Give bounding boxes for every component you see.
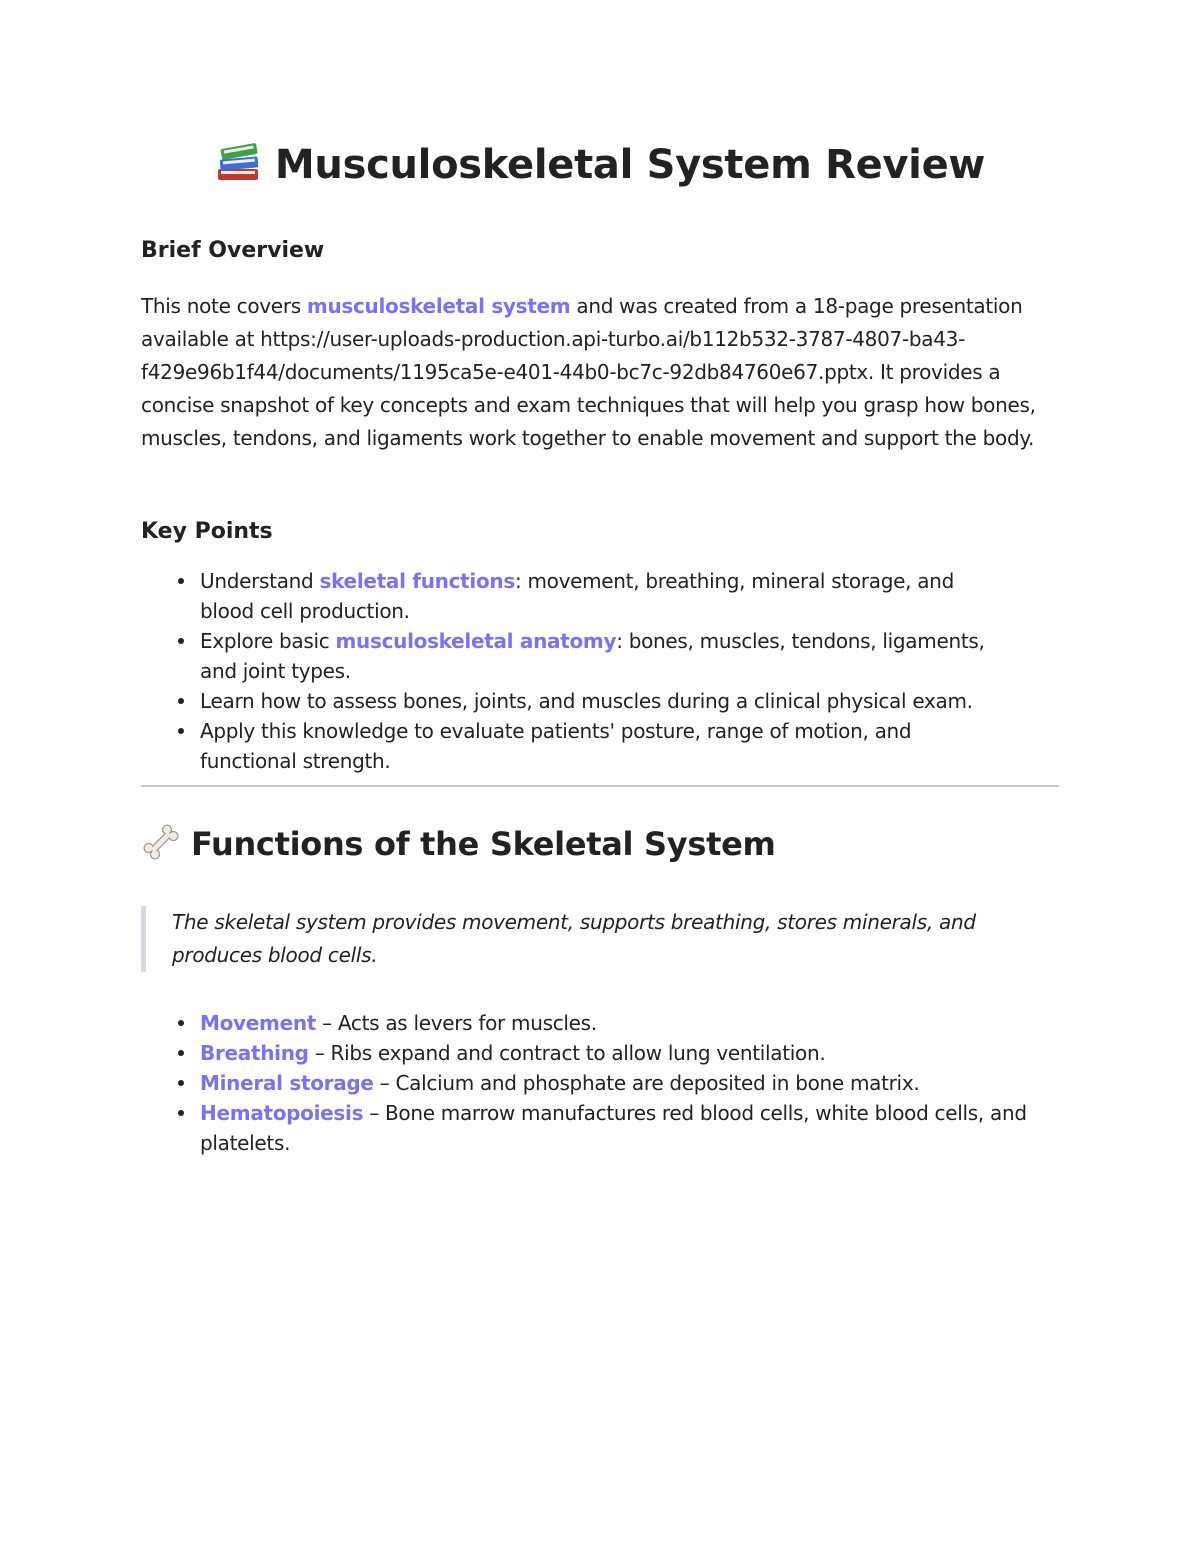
list-item (200, 1008, 1050, 1038)
breathing-link[interactable]: Breathing (200, 1041, 309, 1065)
list-item (200, 1038, 1050, 1068)
musculoskeletal-anatomy-link[interactable]: musculoskeletal anatomy (335, 629, 617, 653)
overview-heading: Brief Overview (141, 238, 325, 263)
key-points-list (141, 566, 1000, 776)
list-item (200, 716, 1000, 776)
list-item-text: – Bone marrow manufactures red blood cells, white blood cells, and platelets. (200, 1101, 1027, 1155)
hematopoiesis-link[interactable]: Hematopoiesis (200, 1101, 364, 1125)
bone-icon (141, 822, 181, 870)
functions-list (141, 1008, 1050, 1158)
list-item (200, 686, 1000, 716)
list-item (200, 566, 1000, 626)
list-item-text: Apply this knowledge to evaluate patients' posture, range of motion, and functional strength. (200, 719, 912, 773)
skeletal-functions-link[interactable]: skeletal functions (319, 569, 515, 593)
list-item-text: : movement, breathing, mineral storage, and blood cell production. (200, 569, 954, 623)
list-item (200, 626, 1000, 686)
section-divider (141, 785, 1059, 787)
summary-quote (141, 906, 1052, 972)
list-item-text: – Calcium and phosphate are deposited in bone matrix. (373, 1071, 920, 1095)
functions-heading-text: Functions of the Skeletal System (191, 825, 776, 863)
musculoskeletal-system-link[interactable]: musculoskeletal system (306, 294, 571, 318)
movement-link[interactable]: Movement (200, 1011, 317, 1035)
overview-paragraph (141, 290, 1059, 455)
key-points-heading: Key Points (141, 519, 273, 544)
list-item (200, 1068, 1050, 1098)
list-item (200, 1098, 1050, 1158)
summary-quote-text: The skeletal system provides movement, supports breathing, stores minerals, and produces blood cells. (172, 910, 976, 967)
list-item-text: – Ribs expand and contract to allow lung ventilation. (308, 1041, 826, 1065)
books-icon (215, 140, 261, 194)
list-item-text: Explore basic (200, 629, 336, 653)
document-title (141, 140, 1059, 194)
overview-text-start: This note covers (141, 294, 307, 318)
list-item-text: Learn how to assess bones, joints, and muscles during a clinical physical exam. (200, 689, 973, 713)
functions-heading (141, 822, 776, 870)
mineral-storage-link[interactable]: Mineral storage (200, 1071, 374, 1095)
document-title-text: Musculoskeletal System Review (274, 142, 986, 188)
list-item-text: Understand (200, 569, 320, 593)
overview-text-rest: and was created from a 18-page presentation available at https://user-uploads-production.api-turbo.ai/b112b532-3787-4807-ba43-f429e96b1f44/documents/1195ca5e-e401-44b0-bc7c-92db84760e67.pptx. It provides a concise snapshot of key concepts and exam techniques that will help you grasp how bones, muscles, tendons, and ligaments work together to enable movement and support the body. (141, 294, 1036, 450)
list-item-text: : bones, muscles, tendons, ligaments, and joint types. (200, 629, 985, 683)
list-item-text: – Acts as levers for muscles. (316, 1011, 597, 1035)
